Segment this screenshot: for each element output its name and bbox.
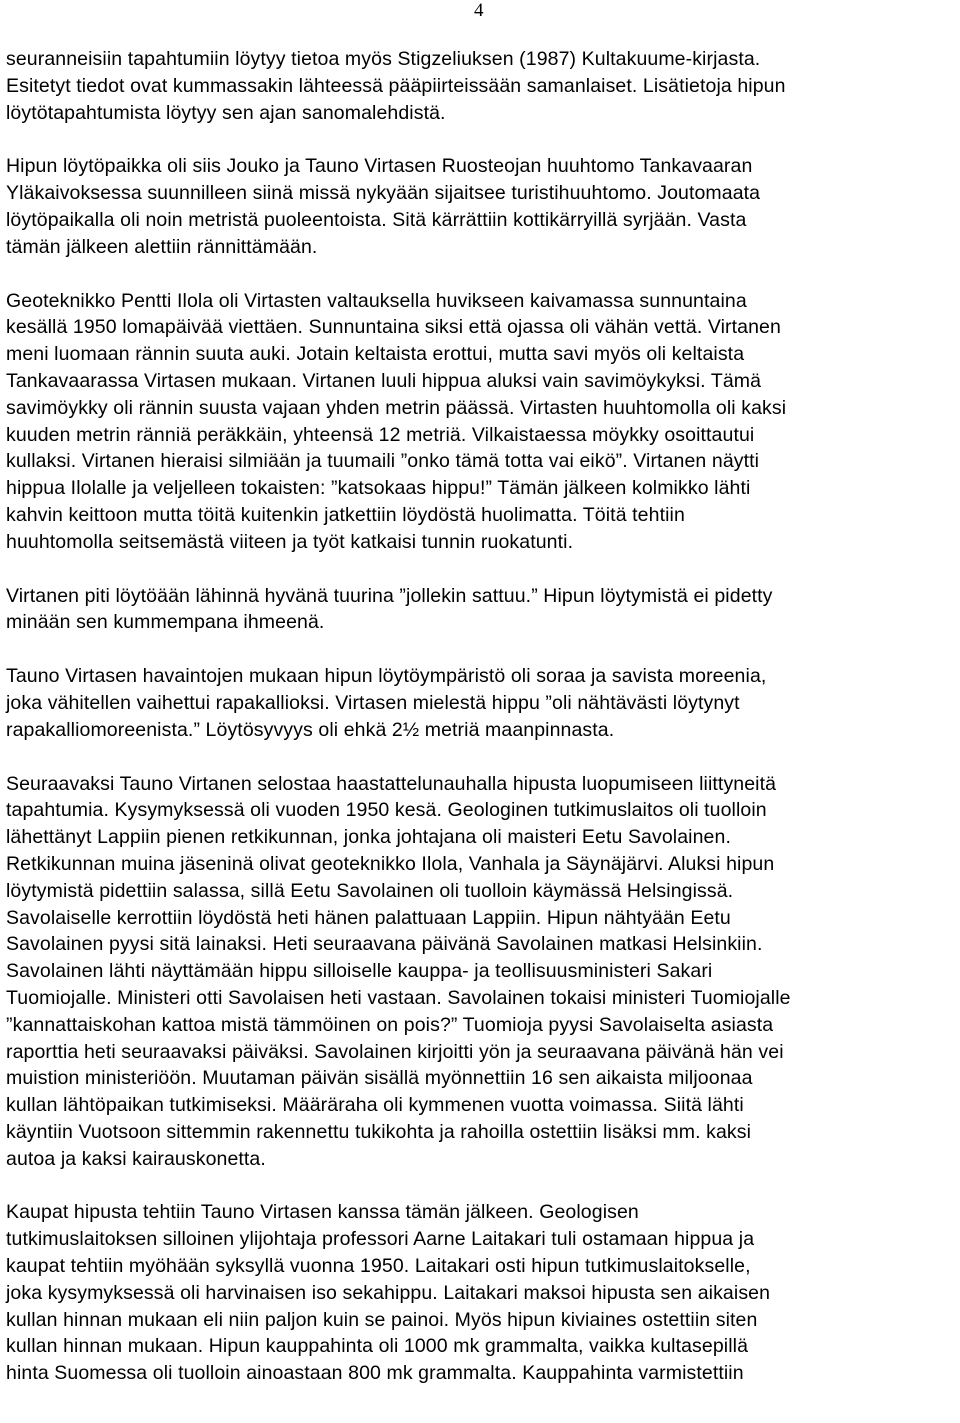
paragraph-sources: seuranneisiin tapahtumiin löytyy tietoa myös Stigzeliuksen (1987) Kultakuume-kirjasta. Esitetyt tiedot ovat kummassakin lähteessä pääpiirteissään samanlaiset. Lisätietoja hipun löytötapahtumista löytyy sen ajan sanomalehdistä. [6, 48, 786, 124]
document-body [6, 46, 958, 1414]
paragraph-find-location: Hipun löytöpaikka oli siis Jouko ja Tauno Virtasen Ruosteojan huuhtomo Tankavaaran Yläkaivoksessa suunnilleen siinä missä nykyään sijaitsee turistihuuhtomo. Joutomaata löytöpaikalla oli noin metristä puoleentoista. Sitä kärrättiin kottikärryillä syrjään. Vasta tämän jälkeen alettiin rännittämään. [6, 155, 761, 258]
paragraph-luck: Virtanen piti löytöään lähinnä hyvänä tuurina ”jollekin sattuu.” Hipun löytymistä ei pidetty minään sen kummempana ihmeenä. [6, 584, 773, 634]
paragraph-discovery: Geoteknikko Pentti Ilola oli Virtasten valtauksella huvikseen kaivamassa sunnuntaina kesällä 1950 lomapäivää viettäen. Sunnuntaina siksi että ojassa oli vähän vettä. Virtanen meni luomaan rännin suuta auki. Jotain keltaista erottui, mutta savi myös oli keltaista Tankavaarassa Virtasen mukaan. Virtanen luuli hippua aluksi vain savimöykyksi. Tämä savimöykky oli rännin suusta vajaan yhden metrin päässä. Virtasten huuhtomolla oli kaksi kuuden metrin ränniä peräkkäin, yhteensä 12 metriä. Vilkaistaessa möykky osoittautui kullaksi. Virtanen hieraisi silmiään ja tuumaili ”onko tämä totta vai eikö”. Virtanen näytti hippua Ilolalle ja veljelleen tokaisten: ”katsokaas hippu!” Tämän jälkeen kolmikko lähti kahvin keittoon mutta töitä kuitenkin jatkettiin löydöstä huolimatta. Töitä tehtiin huuhtomolla seitsemästä viiteen ja työt katkaisi tunnin ruokatunti. [6, 289, 787, 553]
page-number: 4 [474, 0, 484, 21]
paragraph-events: Seuraavaksi Tauno Virtanen selostaa haastattelunauhalla hipusta luopumiseen liittyneitä tapahtumia. Kysymyksessä oli vuoden 1950 kesä. Geologinen tutkimuslaitos oli tuolloin lähettänyt Lappiin pienen retkikunnan, jonka johtajana oli maisteri Eetu Savolainen. Retkikunnan muina jäseninä olivat geoteknikko Ilola, Vanhala ja Säynäjärvi. Aluksi hipun löytymistä pidettiin salassa, sillä Eetu Savolainen oli tuolloin käymässä Helsingissä. Savolaiselle kerrottiin löydöstä heti hänen palattuaan Lappiin. Hipun nähtyään Eetu Savolainen pyysi sitä lainaksi. Heti seuraavana päivänä Savolainen matkasi Helsinkiin. Savolainen lähti näyttämään hippu silloiselle kauppa- ja teollisuusministeri Sakari Tuomiojalle. Ministeri otti Savolaisen heti vastaan. Savolainen tokaisi ministeri Tuomiojalle ”kannattaiskohan kattoa mistä tämmöinen on pois?” Tuomioja pyysi Savolaiselta asiasta raporttia heti seuraavaksi päiväksi. Savolainen kirjoitti yön ja seuraavana päivänä hän vei muistion ministeriöön. Muutaman päivän sisällä myönnettiin 16 sen aikaista miljoonaa kullan lähtöpaikan tutkimiseksi. Määräraha oli kymmenen vuotta voimassa. Siitä lähti käyntiin Vuotsoon sittemmin rakennettu tukikohta ja rahoilla ostettiin lisäksi mm. kaksi autoa ja kaksi kairauskonetta. [6, 772, 791, 1170]
paragraph-environment: Tauno Virtasen havaintojen mukaan hipun löytöympäristö oli soraa ja savista moreenia, joka vähitellen vaihettui rapakallioksi. Virtasen mielestä hippu ”oli nähtävästi löytynyt rapakalliomoreenista.” Löytösyvyys oli ehkä 2½ metriä maanpinnasta. [6, 665, 767, 741]
paragraph-sale: Kaupat hipusta tehtiin Tauno Virtasen kanssa tämän jälkeen. Geologisen tutkimuslaitoksen silloinen ylijohtaja professori Aarne Laitakari tuli ostamaan hippua ja kaupat tehtiin myöhään syksyllä vuonna 1950. Laitakari osti hipun tutkimuslaitokselle, joka kysymyksessä oli harvinaisen iso sekahippu. Laitakari maksoi hipusta sen aikaisen kullan hinnan mukaan eli niin paljon kuin se painoi. Myös hipun kiviaines ostettiin siten kullan hinnan mukaan. Hipun kauppahinta oli 1000 mk grammalta, vaikka kultasepillä hinta Suomessa oli tuolloin ainoastaan 800 mk grammalta. Kauppahinta varmistettiin [6, 1201, 771, 1385]
